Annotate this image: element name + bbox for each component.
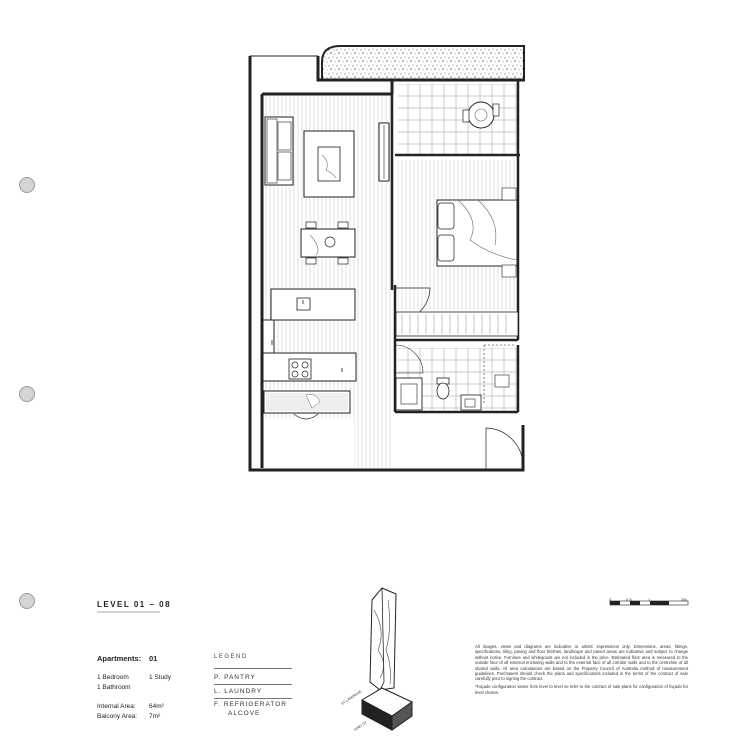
laundry-unit [396, 378, 422, 410]
wardrobe [396, 312, 518, 336]
bed [437, 188, 517, 277]
balcony-area-label: Balcony Area: [97, 713, 138, 720]
legend-rule [214, 668, 292, 669]
scale-label-1: 1 [648, 597, 651, 602]
sink [297, 298, 310, 310]
legend-item-refrigerator: F. REFRIGERATOR [214, 701, 287, 708]
study-count: 1 Study [149, 674, 172, 681]
apartments-label: Apartments: [97, 654, 142, 663]
coffee-table [318, 147, 340, 181]
legend-title: LEGEND [214, 654, 248, 660]
apartments-value: 01 [149, 654, 158, 663]
kitchen-island [271, 289, 355, 320]
legend-item-alcove: ALCOVE [228, 710, 261, 717]
entry-door [486, 428, 523, 470]
bathroom-count: 1 Bathroom [97, 684, 131, 691]
street-label-1: ST LANDRIVE [340, 689, 363, 706]
disclaimer-paragraph-2: *Façade configuration varies from level to level so refer to the contract of sale plans for configuration of façade for level chosen. [475, 684, 688, 695]
cooktop [289, 359, 311, 379]
street-label-2: KING ST [353, 720, 368, 732]
legend-item-pantry: P. PANTRY [214, 674, 256, 681]
sofa [265, 117, 293, 185]
bedroom-count: 1 Bedroom [97, 674, 129, 681]
disclaimer-paragraph-1: All images, views and diagrams are indicative or artists' impressions only. Dimensions, areas, fittings, specifications, tiling, paving and floor finishes, landscape and paved areas are indicative and subject to change without notice. Furniture and whitegoods are not included in the price. Estimated floor area is measured to the outside face of all external enclosing walls and to the external face of all corridor walls and to the centreline of all shared walls. All area calculations are based on the Property Council of Australia method of measurement guidelines. Purchasers should check the plans and specifications included in the terms of the contract of sale carefully prior to signing the contract. [475, 644, 688, 682]
legend-rule [214, 698, 292, 699]
toilet [437, 378, 449, 399]
building-illustration [362, 588, 412, 730]
level-title: LEVEL 01 – 08 [97, 600, 172, 609]
internal-area-label: Internal Area: [97, 703, 136, 710]
planter-box [322, 46, 524, 80]
legend-item-laundry: L. LAUNDRY [214, 688, 263, 695]
balcony-area-value: 7m² [149, 713, 161, 720]
balcony-tiles [398, 84, 518, 154]
scale-label-0: 0 [609, 597, 612, 602]
scale-label-half: 0.5 [626, 597, 632, 602]
legend-rule [214, 684, 292, 685]
internal-area-value: 64m² [149, 703, 164, 710]
disclaimer [475, 644, 688, 698]
scale-label-2m: 2M [681, 597, 687, 602]
